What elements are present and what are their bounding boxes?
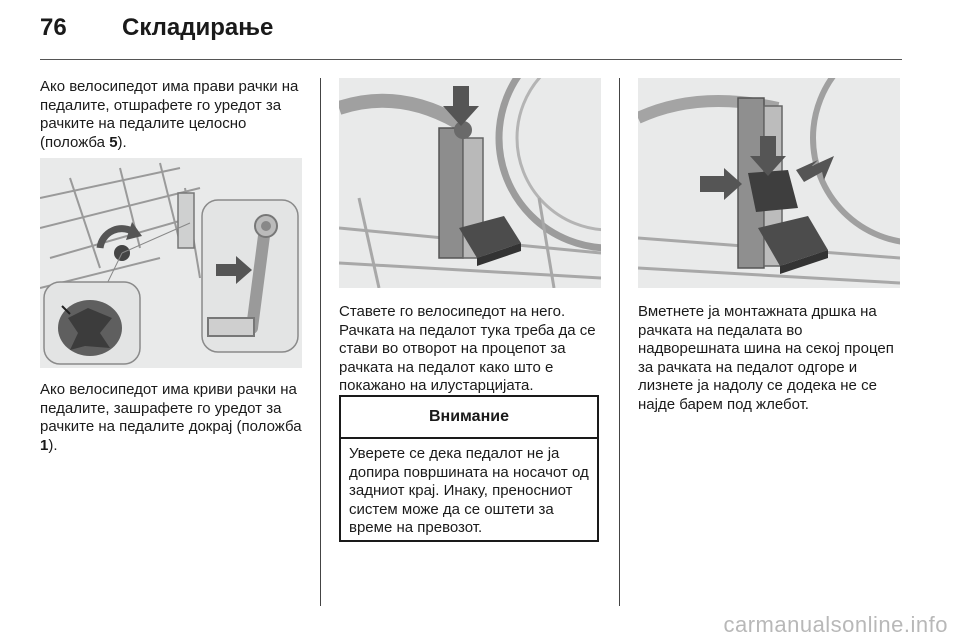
- column-1-para-2: Ако велосипедот има криви рачки на педалите, зашрафете го уредот за рачките на педалите докрај (положба 1).: [40, 381, 302, 454]
- watermark: carmanualsonline.info: [723, 612, 948, 637]
- column-2-para-1: Ставете го велосипедот на него. Рачката на педалот тука треба да се стави во отворот на процепот за рачката на педалот како што е покажано на илустарцијата.: [339, 303, 596, 394]
- column-divider-2: [619, 78, 620, 606]
- warning-title: Внимание: [341, 397, 597, 439]
- knob-icon: [58, 300, 122, 356]
- column-3-para-1: Вметнете ја монтажната дршка на рачката на педалата во надворешната шина на секој процеп за рачката на педалот одгоре и лизнете ја надолу се додека не се најде барем под жлебот.: [638, 303, 894, 413]
- figure-pedal-adjustment: [40, 158, 302, 368]
- figure-bicycle-insertion: [339, 78, 601, 288]
- section-title: Складирање: [122, 14, 274, 41]
- column-1-para-1: Ако велосипедот има прави рачки на педалите, отшрафете го уредот за рачките на педалите целосно (положба 5).: [40, 78, 299, 151]
- page-header: [40, 14, 273, 42]
- header-divider: [40, 59, 902, 60]
- figure-mounting-handle: [638, 78, 900, 288]
- warning-text: Уверете се дека педалот не ја допира површината на носачот од задниот крај. Инаку, преносниот систем може да се оштети за време на превозот.: [349, 445, 589, 536]
- column-divider-1: [320, 78, 321, 606]
- warning-box: [339, 395, 599, 542]
- page-number: 76: [40, 14, 67, 41]
